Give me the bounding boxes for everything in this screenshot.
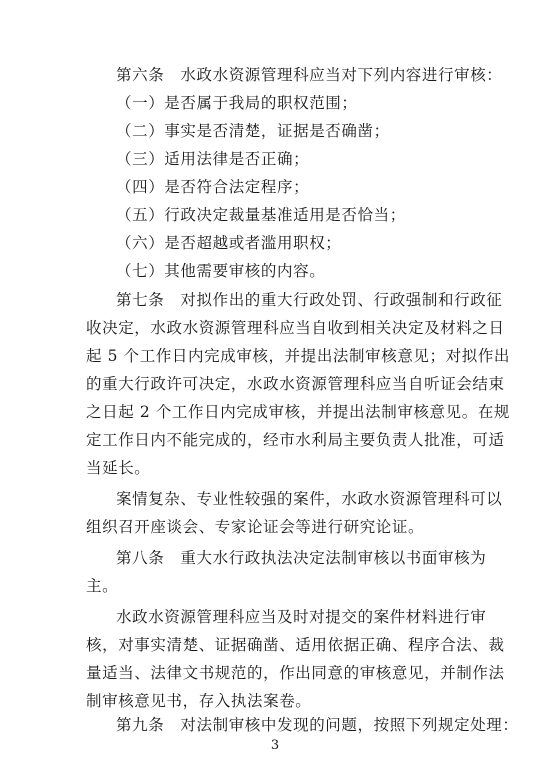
article-7-line: 当延长。 — [86, 459, 151, 477]
article-8-line: 第八条 重大水行政执法决定法制审核以书面审核为 — [116, 549, 487, 567]
article-6-item-1: （一）是否属于我局的职权范围； — [116, 94, 358, 112]
article-6-item-5: （五）行政决定裁量基准适用是否恰当； — [116, 206, 406, 224]
article-7-line: 之日起 2 个工作日内完成审核，并提出法制审核意见。在规 — [86, 403, 511, 421]
article-7-line: 定工作日内不能完成的，经市水利局主要负责人批准，可适 — [86, 431, 505, 449]
review-paragraph-line: 制审核意见书，存入执法案卷。 — [86, 692, 312, 710]
article-7-line: 起 5 个工作日内完成审核，并提出法制审核意见；对拟作出 — [86, 347, 511, 365]
article-7-line: 第七条 对拟作出的重大行政处罚、行政强制和行政征 — [116, 291, 503, 309]
article-6-item-2: （二）事实是否清楚，证据是否确凿； — [116, 122, 390, 140]
article-6-heading: 第六条 水政水资源管理科应当对下列内容进行审核： — [116, 66, 503, 84]
article-9-line: 第九条 对法制审核中发现的问题，按照下列规定处理： — [116, 716, 519, 734]
review-paragraph-line: 水政水资源管理科应当及时对提交的案件材料进行审 — [116, 608, 487, 626]
review-paragraph-line: 量适当、法律文书规范的，作出同意的审核意见，并制作法 — [86, 664, 505, 682]
complex-case-line: 案情复杂、专业性较强的案件，水政水资源管理科可以 — [116, 490, 503, 508]
page-number: 3 — [270, 738, 280, 753]
article-6-item-3: （三）适用法律是否正确； — [116, 150, 310, 168]
article-7-line: 的重大行政许可决定，水政水资源管理科应当自听证会结束 — [86, 375, 505, 393]
article-6-item-7: （七）其他需要审核的内容。 — [116, 262, 326, 280]
review-paragraph-line: 核，对事实清楚、证据确凿、适用依据正确、程序合法、裁 — [86, 636, 505, 654]
article-6-item-6: （六）是否超越或者滥用职权； — [116, 234, 342, 252]
complex-case-line: 组织召开座谈会、专家论证会等进行研究论证。 — [86, 518, 425, 536]
article-7-line: 收决定，水政水资源管理科应当自收到相关决定及材料之日 — [86, 319, 505, 337]
article-8-line: 主。 — [86, 577, 119, 595]
article-6-item-4: （四）是否符合法定程序； — [116, 178, 310, 196]
